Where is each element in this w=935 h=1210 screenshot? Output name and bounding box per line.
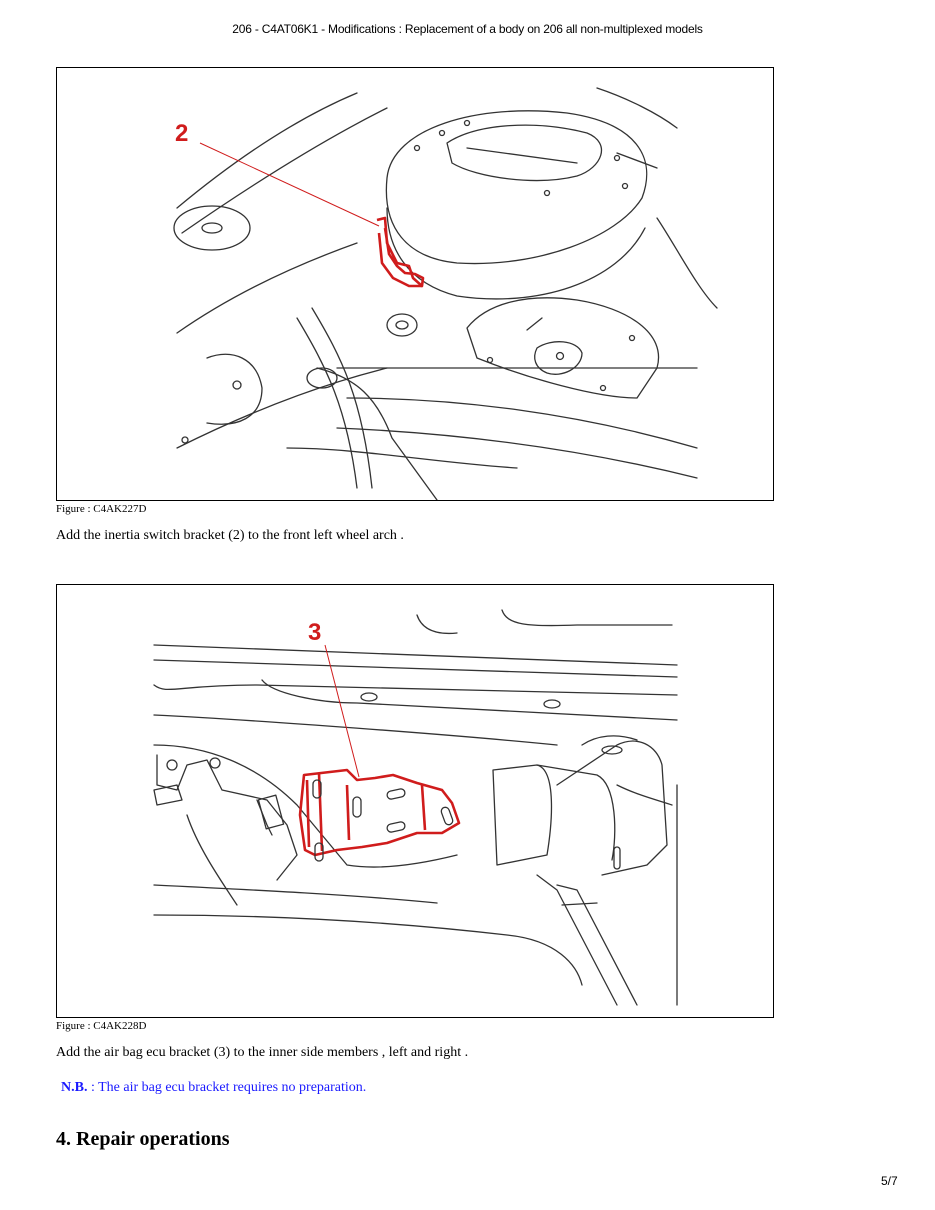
note-label: N.B. xyxy=(61,1080,88,1095)
figure-2-caption: Figure : C4AK228D xyxy=(56,1020,147,1032)
air-bag-ecu-bracket-diagram xyxy=(57,585,773,1017)
callout-3-leader-line xyxy=(325,645,359,777)
inertia-switch-bracket-highlight xyxy=(377,218,423,286)
figure-1-line-art xyxy=(174,88,717,500)
callout-2-leader-line xyxy=(200,143,379,226)
inertia-switch-bracket-diagram xyxy=(57,68,773,500)
figure-1-caption: Figure : C4AK227D xyxy=(56,503,147,515)
section-heading-repair-operations: 4. Repair operations xyxy=(56,1128,230,1150)
instruction-inertia-switch-bracket: Add the inertia switch bracket (2) to the front left wheel arch . xyxy=(56,528,404,543)
note-block xyxy=(61,1080,366,1096)
page-number: 5/7 xyxy=(881,1174,898,1188)
figure-c4ak228d xyxy=(56,584,774,1018)
note-text: : The air bag ecu bracket requires no preparation. xyxy=(87,1080,367,1095)
figure-c4ak227d xyxy=(56,67,774,501)
callout-3-label: 3 xyxy=(308,619,322,646)
air-bag-ecu-bracket-highlight xyxy=(300,770,459,855)
page-header-title: 206 - C4AT06K1 - Modifications : Replacement of a body on 206 all non-multiplexed models xyxy=(232,22,703,36)
figure-2-line-art xyxy=(154,610,677,1005)
instruction-air-bag-ecu-bracket: Add the air bag ecu bracket (3) to the inner side members , left and right . xyxy=(56,1045,469,1060)
callout-2-label: 2 xyxy=(175,120,189,147)
